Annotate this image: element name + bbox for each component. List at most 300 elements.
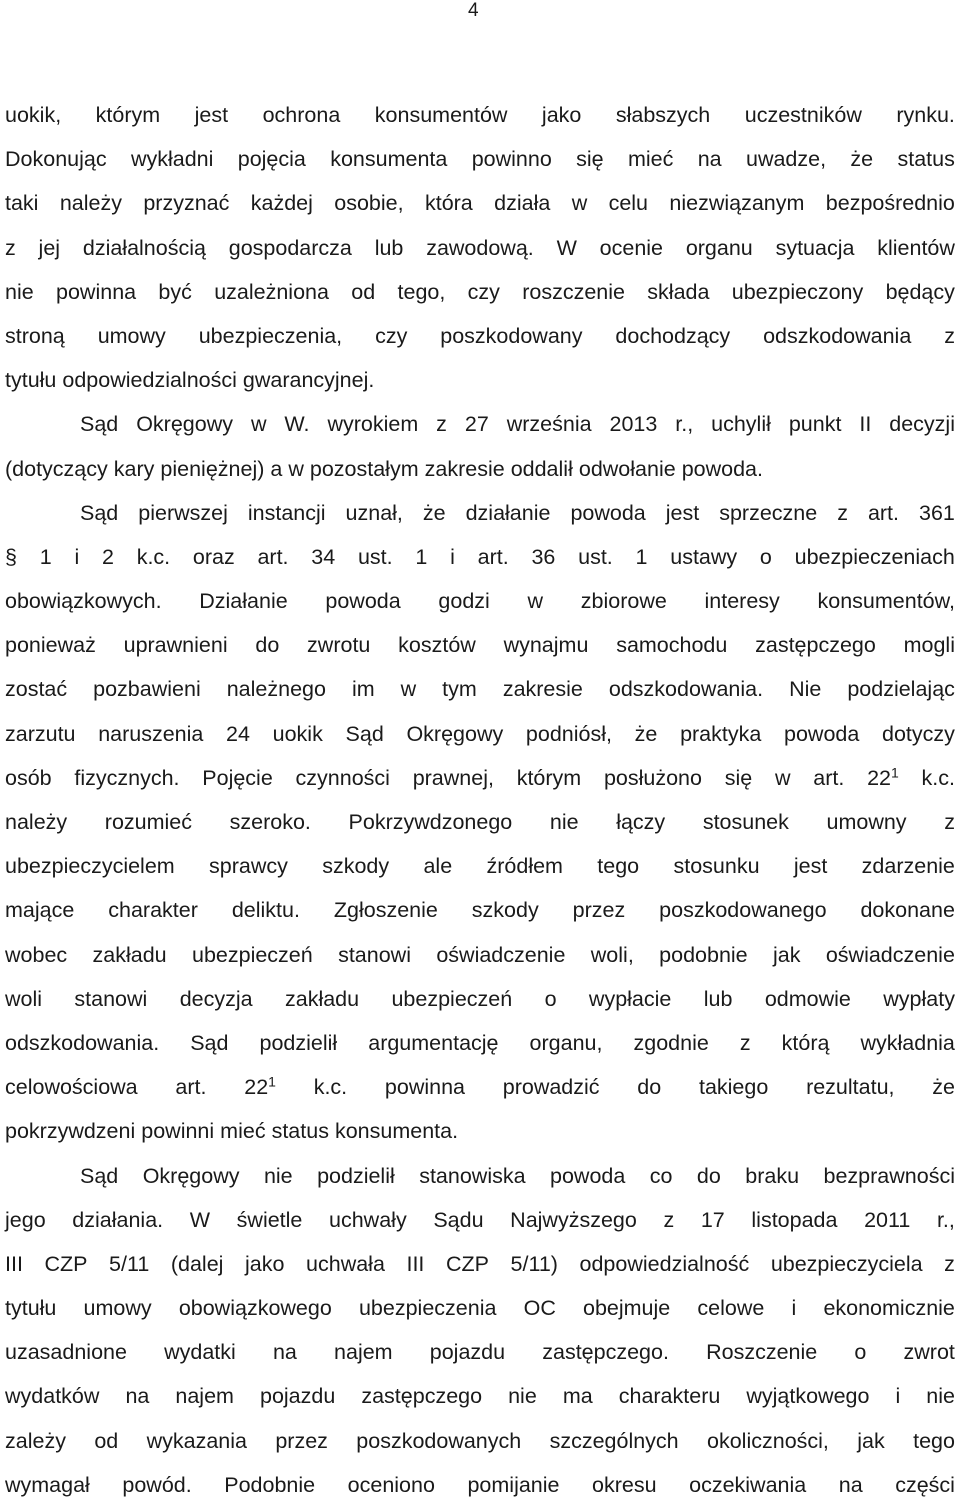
word: na <box>125 1384 150 1409</box>
word: stanowiska <box>419 1163 526 1188</box>
word: składa <box>647 279 710 304</box>
word: instancji <box>247 500 326 525</box>
document-body <box>5 93 955 1507</box>
word: 2011 <box>864 1207 911 1232</box>
word: ustawy <box>670 544 738 569</box>
word: odwołanie <box>578 456 676 481</box>
word: III <box>406 1251 425 1276</box>
word: decyzji <box>889 412 955 437</box>
word: oświadczenie <box>436 942 566 967</box>
word: pieniężnej) <box>160 456 265 481</box>
word: a <box>270 456 283 481</box>
word: dochodzący <box>615 323 731 348</box>
word: dotyczy <box>882 721 955 746</box>
word: woli <box>5 986 43 1011</box>
word: zakresie <box>424 456 505 481</box>
word: (dalej <box>170 1251 224 1276</box>
word: się <box>724 765 753 790</box>
word: powód. <box>122 1472 192 1497</box>
word: poszkodowanego <box>659 898 827 923</box>
word: jako <box>541 103 582 127</box>
word: czynności <box>295 765 390 790</box>
word: wykładnia <box>860 1030 955 1055</box>
word: którą <box>781 1030 830 1055</box>
word: wymagał <box>5 1472 90 1497</box>
word: lub <box>703 986 733 1011</box>
word: wydatki <box>164 1340 236 1365</box>
word: i <box>450 544 455 569</box>
word: rynku. <box>896 103 955 127</box>
word: którym <box>95 103 161 127</box>
text-line <box>5 1286 955 1330</box>
text-line <box>5 1109 955 1153</box>
word: wypłacie <box>588 986 672 1011</box>
word: dokonane <box>860 898 955 923</box>
word: praktyka <box>680 721 762 746</box>
word: celowe <box>697 1296 765 1321</box>
word: powoda <box>570 500 646 525</box>
word: uznał, <box>345 500 403 525</box>
word: Okręgowy <box>136 412 233 437</box>
word: stroną <box>5 323 65 348</box>
text-line <box>5 667 955 711</box>
word: § <box>5 544 17 569</box>
word: pojazdu <box>429 1340 506 1365</box>
word: zgodnie <box>633 1030 709 1055</box>
word: zależy <box>5 1428 66 1453</box>
word: ekonomicznie <box>823 1296 955 1321</box>
word: nie <box>549 810 579 834</box>
word: lub <box>374 235 404 260</box>
word: naruszenia <box>98 721 204 746</box>
word: Zgłoszenie <box>333 898 438 923</box>
word: pozostałym <box>309 456 419 481</box>
word: w <box>774 765 791 790</box>
word: z <box>663 1207 675 1232</box>
word: należy <box>5 810 68 834</box>
word: najem <box>175 1384 234 1409</box>
word: jego <box>5 1207 46 1232</box>
word: III <box>5 1251 23 1276</box>
word: podobnie <box>659 942 748 967</box>
word: gwarancyjnej. <box>242 368 375 393</box>
text-line <box>5 1154 955 1198</box>
word: 1 <box>635 544 648 569</box>
word: bezpośrednio <box>825 191 955 216</box>
word: poszkodowanych <box>356 1428 522 1453</box>
word: tytułu <box>5 368 57 393</box>
text-line <box>5 137 955 181</box>
word: odpowiedzialności <box>62 368 237 393</box>
word: samochodu <box>616 633 728 658</box>
word: o <box>759 544 772 569</box>
word: 2 <box>101 544 114 569</box>
word: 27 <box>464 412 489 437</box>
word: uzależniona <box>214 279 329 304</box>
text-line <box>5 402 955 446</box>
word: powinni <box>141 1119 215 1144</box>
word: Sąd <box>345 721 384 746</box>
word: braku <box>745 1163 800 1188</box>
word: zawodową. <box>426 235 534 260</box>
word: 361 <box>919 500 955 525</box>
word: umowny <box>826 810 907 834</box>
word: pokrzywdzeni <box>5 1119 136 1144</box>
word: k.c. <box>313 1075 348 1100</box>
word: status <box>271 1119 329 1144</box>
word: zakresie <box>502 677 583 702</box>
word: Sąd <box>80 412 119 437</box>
word: tego <box>597 854 640 879</box>
text-line <box>5 1065 955 1109</box>
word: jest <box>793 854 828 879</box>
word: i <box>74 544 80 569</box>
word: szkody <box>471 898 539 923</box>
word: prawnej, <box>412 765 494 790</box>
word: bezprawności <box>823 1163 955 1188</box>
word: powinno <box>471 147 552 172</box>
word: przyznać <box>143 191 230 216</box>
word: interesy <box>704 589 780 614</box>
word: o <box>544 986 557 1011</box>
word: części <box>895 1472 955 1497</box>
word: takiego <box>698 1075 769 1100</box>
word: ubezpieczony <box>731 279 864 304</box>
word: w <box>250 412 267 437</box>
word: tego <box>913 1428 955 1453</box>
word: Sądu <box>433 1207 484 1232</box>
word: odmowie <box>764 986 851 1011</box>
text-line <box>5 181 955 225</box>
word: 5/11) <box>510 1251 558 1276</box>
word: działania. <box>72 1207 164 1232</box>
word: wyjątkowego <box>746 1384 870 1409</box>
word: sprzeczne <box>719 500 818 525</box>
text-line <box>5 1419 955 1463</box>
word: powinna <box>56 279 137 304</box>
word: niezwiązanym <box>669 191 805 216</box>
text-line <box>5 800 955 844</box>
word: odpowiedzialność <box>579 1251 750 1276</box>
word: szczególnych <box>549 1428 679 1453</box>
word: każdej <box>250 191 313 216</box>
word: 5/11 <box>109 1251 150 1276</box>
word: na <box>838 1472 863 1497</box>
text-line <box>5 844 955 888</box>
word: oświadczenie <box>825 942 955 967</box>
word: stanowi <box>74 986 148 1011</box>
word: źródłem <box>486 854 563 879</box>
word: konsumenta <box>330 147 448 172</box>
word: w <box>288 456 304 481</box>
word: organu <box>685 235 753 260</box>
word: ubezpieczeń <box>191 942 313 967</box>
word: od <box>94 1428 119 1453</box>
word: co <box>649 1163 673 1188</box>
word: wyrokiem <box>327 412 419 437</box>
word: z <box>436 412 447 437</box>
word: ochrona <box>262 103 341 127</box>
word: zastępczego <box>361 1384 483 1409</box>
word: W <box>189 1207 211 1232</box>
word: z <box>837 500 848 525</box>
word: posłużono <box>603 765 702 790</box>
word: świetle <box>236 1207 303 1232</box>
text-line <box>5 93 955 137</box>
word: art. <box>813 765 845 790</box>
word: konsumenta. <box>334 1119 459 1144</box>
word: zostać <box>5 677 68 702</box>
word: k.c. <box>136 544 171 569</box>
word: odszkodowania <box>763 323 912 348</box>
word: podzielił <box>317 1163 395 1188</box>
word: powoda <box>325 589 401 614</box>
word: gospodarcza <box>228 235 352 260</box>
word: która <box>424 191 473 216</box>
word: 36 <box>531 544 556 569</box>
word: zakładu <box>92 942 167 967</box>
word: argumentację <box>368 1030 499 1055</box>
word: mieć <box>220 1119 266 1144</box>
word: art. <box>477 544 509 569</box>
word: tym <box>442 677 477 702</box>
word: OC <box>523 1296 556 1321</box>
word: umowy <box>83 1296 152 1321</box>
word: wydatków <box>5 1384 100 1409</box>
word: jako <box>245 1251 285 1276</box>
word: i <box>895 1384 901 1409</box>
word: mieć <box>627 147 674 172</box>
word: się <box>576 147 604 172</box>
word: Sąd <box>190 1030 229 1055</box>
word: pozbawieni <box>93 677 201 702</box>
word: okoliczności, <box>707 1428 829 1453</box>
word: ale <box>423 854 453 879</box>
word: pojazdu <box>259 1384 336 1409</box>
word: że <box>850 147 874 172</box>
word: zwrotu <box>307 633 371 658</box>
word: jak <box>857 1428 885 1453</box>
word: ubezpieczenia, <box>198 323 343 348</box>
word: z <box>944 810 955 834</box>
word: że <box>422 500 446 525</box>
word: decyzja <box>179 986 253 1011</box>
word: ponieważ <box>5 633 96 658</box>
word: oraz <box>192 544 235 569</box>
word: podniósł, <box>525 721 612 746</box>
word: do <box>255 633 280 658</box>
word: odszkodowania. <box>5 1030 160 1055</box>
word: ubezpieczycielem <box>5 854 175 879</box>
word: W <box>556 235 577 260</box>
word: charakteru <box>618 1384 721 1409</box>
word: uczestników <box>744 103 862 127</box>
word: zakładu <box>284 986 360 1011</box>
word: im <box>351 677 375 702</box>
word: zwrot <box>903 1340 955 1365</box>
word: powinna <box>384 1075 465 1100</box>
word: słabszych <box>615 103 711 127</box>
word: szeroko. <box>229 810 311 834</box>
word: że <box>932 1075 955 1100</box>
word: obejmuje <box>583 1296 671 1321</box>
word: wobec <box>5 942 68 967</box>
word: uchylił <box>711 412 771 437</box>
word: art. <box>867 500 900 525</box>
word: ubezpieczyciela <box>770 1251 923 1276</box>
word: ubezpieczeń <box>391 986 513 1011</box>
word: Sąd <box>80 500 119 525</box>
text-line <box>5 314 955 358</box>
word: art. <box>175 1075 207 1100</box>
word: należnego <box>226 677 326 702</box>
word: wypłaty <box>883 986 955 1011</box>
word: klientów <box>877 235 955 260</box>
word: kary <box>113 456 155 481</box>
word: status <box>897 147 955 172</box>
word: uchwały <box>329 1207 407 1232</box>
word: na <box>697 147 722 172</box>
word: $22^1$ <box>244 1073 276 1100</box>
word: mogli <box>903 633 955 658</box>
text-line <box>5 1198 955 1242</box>
text-line <box>5 888 955 932</box>
word: Pojęcie <box>202 765 273 790</box>
word: konsumentów, <box>817 589 955 614</box>
word: uokik, <box>5 103 62 127</box>
word: oddalił <box>510 456 573 481</box>
word: ust. <box>578 544 613 569</box>
word: woli, <box>590 942 634 967</box>
word: i <box>791 1296 797 1321</box>
word: $22^1$ <box>867 764 899 790</box>
word: (dotyczący <box>5 456 108 481</box>
word: do <box>637 1075 662 1100</box>
word: zarzutu <box>5 721 76 746</box>
word: sprawcy <box>209 854 288 879</box>
word: w <box>571 191 588 216</box>
word: Działanie <box>199 589 288 614</box>
word: czy <box>375 323 408 348</box>
text-line <box>5 712 955 756</box>
word: działanie <box>465 500 551 525</box>
word: Roszczenie <box>706 1340 818 1365</box>
word: nie <box>5 279 34 304</box>
word: jak <box>773 942 801 967</box>
word: celowościowa <box>5 1075 138 1100</box>
word: jest <box>665 500 700 525</box>
word: fizycznych. <box>74 765 180 790</box>
word: sytuacja <box>775 235 855 260</box>
word: podzielił <box>259 1030 338 1055</box>
word: szkody <box>322 854 390 879</box>
text-line <box>5 226 955 270</box>
word: roszczenie <box>522 279 625 304</box>
word: celu <box>608 191 649 216</box>
word: uzasadnione <box>5 1340 127 1365</box>
word: oczekiwania <box>689 1472 807 1497</box>
word: charakter <box>108 898 198 923</box>
word: stosunek <box>702 810 789 834</box>
word: poszkodowany <box>440 323 583 348</box>
word: z <box>739 1030 751 1055</box>
word: Najwyższego <box>510 1207 637 1232</box>
word: ma <box>562 1384 593 1409</box>
word: CZP <box>445 1251 489 1276</box>
word: stosunku <box>673 854 760 879</box>
word: w <box>527 589 544 614</box>
word: rezultatu, <box>806 1075 895 1100</box>
word: uwadze, <box>745 147 827 172</box>
text-line <box>5 977 955 1021</box>
word: 34 <box>311 544 336 569</box>
text-line <box>5 1463 955 1507</box>
word: osobie, <box>334 191 404 216</box>
word: od <box>351 279 376 304</box>
word: mające <box>5 898 75 923</box>
word: jej <box>38 235 61 260</box>
text-line <box>5 535 955 579</box>
word: nie <box>508 1384 537 1409</box>
word: Sąd <box>80 1163 119 1188</box>
word: na <box>272 1340 297 1365</box>
text-line <box>5 579 955 623</box>
word: 24 <box>226 721 250 746</box>
word: ocenie <box>599 235 664 260</box>
word: być <box>158 279 192 304</box>
word: wynajmu <box>503 633 589 658</box>
word: 1 <box>415 544 428 569</box>
word: uokik <box>272 721 323 746</box>
word: Okręgowy <box>142 1163 240 1188</box>
word: powoda <box>550 1163 626 1188</box>
word: punkt <box>788 412 842 437</box>
word: jest <box>194 103 229 127</box>
word: wykładni <box>130 147 214 172</box>
page-number: 4 <box>468 0 479 21</box>
word: prowadzić <box>502 1075 600 1100</box>
word: pierwszej <box>138 500 228 525</box>
word: Podobnie <box>224 1472 316 1497</box>
word: czy <box>467 279 500 304</box>
word: kosztów <box>398 633 476 658</box>
text-line <box>5 933 955 977</box>
word: tego, <box>397 279 446 304</box>
text-line <box>5 1374 955 1418</box>
word: Pokrzywdzonego <box>348 810 513 834</box>
word: organu, <box>529 1030 603 1055</box>
word: konsumentów <box>374 103 508 127</box>
word: z <box>5 235 16 260</box>
word: umowy <box>97 323 166 348</box>
word: art. <box>257 544 289 569</box>
word: ust. <box>357 544 393 569</box>
word: II <box>859 412 872 437</box>
word: CZP <box>44 1251 88 1276</box>
word: o <box>854 1340 867 1365</box>
word: 1 <box>39 544 52 569</box>
word: 2013 <box>609 412 658 437</box>
word: stanowi <box>338 942 411 967</box>
text-line <box>5 447 955 491</box>
word: do <box>696 1163 721 1188</box>
word: zdarzenie <box>861 854 955 879</box>
word: powoda. <box>681 456 763 481</box>
word: Okręgowy <box>406 721 504 746</box>
word: Dokonując <box>5 147 107 172</box>
word: zastępczego. <box>542 1340 669 1365</box>
word: uprawnieni <box>123 633 228 658</box>
